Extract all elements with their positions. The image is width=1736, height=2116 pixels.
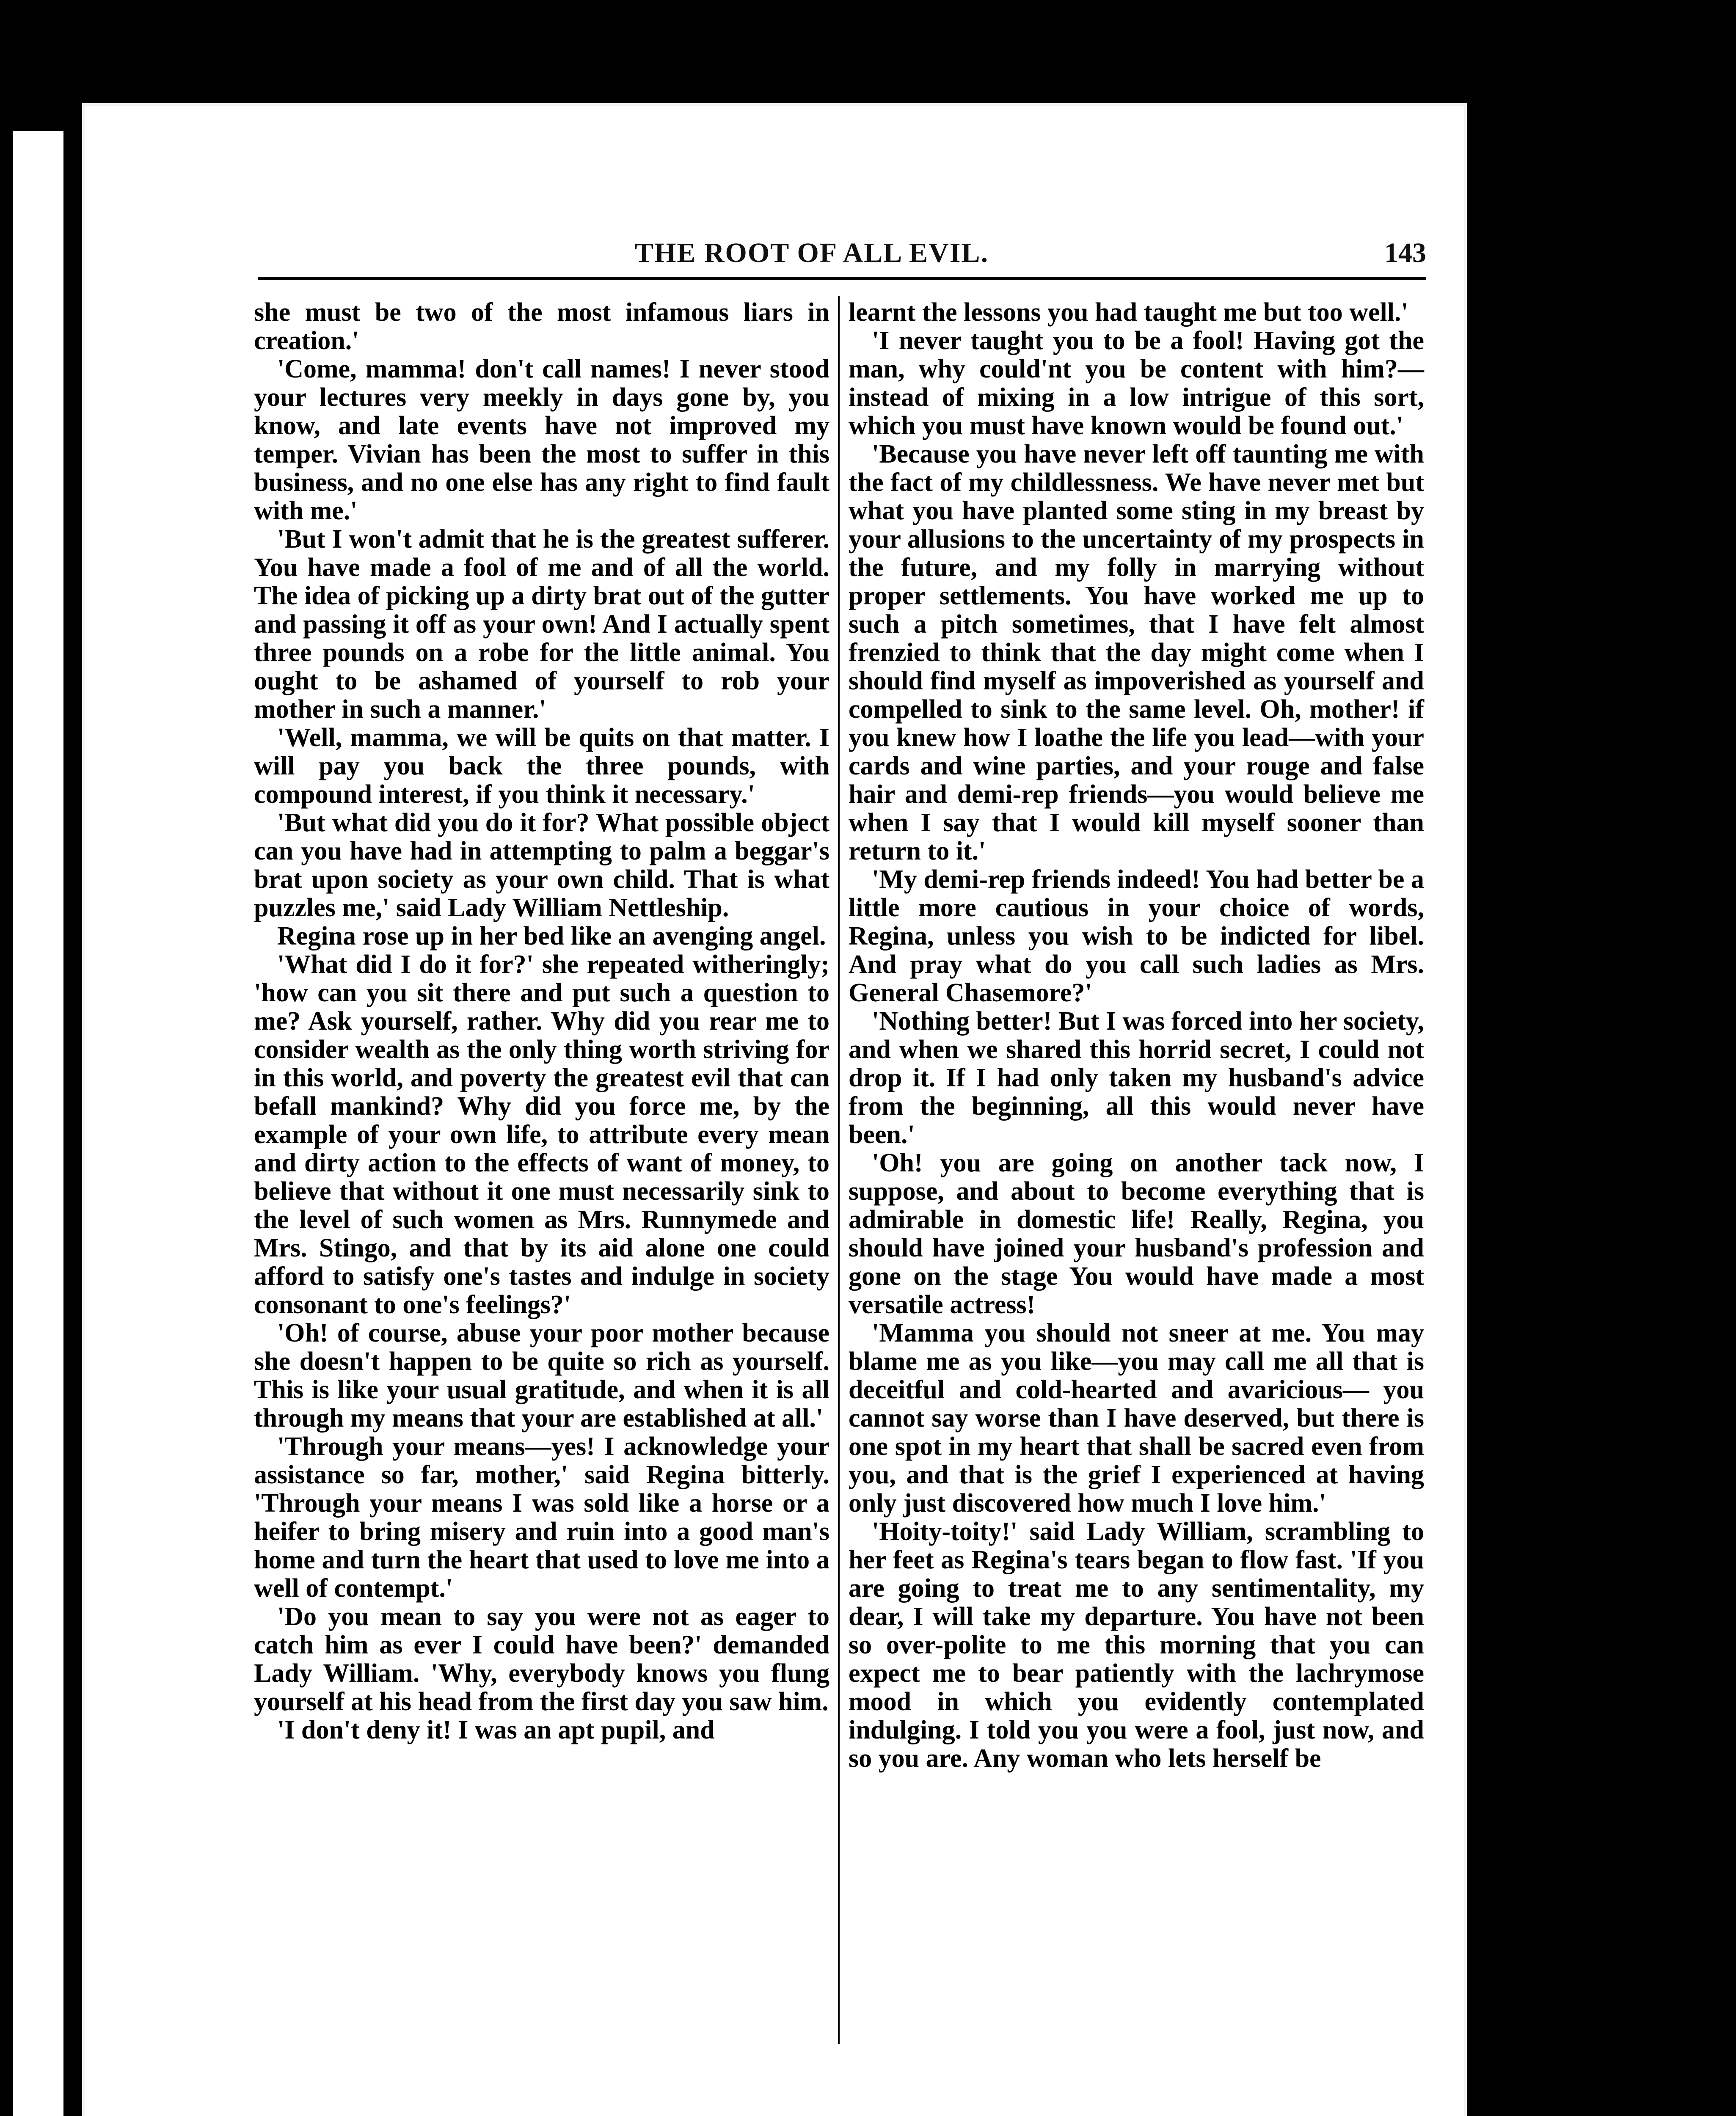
paragraph: 'Do you mean to say you were not as eager to catch him as ever I could have been?' demanded Lady William. 'Why, everybody knows you flung yourself at his head from the first day you saw him. (254, 1602, 829, 1716)
page-number: 143 (1384, 237, 1426, 268)
paragraph: learnt the lessons you had taught me but too well.' (849, 298, 1408, 327)
left-column (254, 298, 829, 1744)
paragraph: 'My demi-rep friends indeed! You had better be a little more cautious in your choice of words, Regina, unless you wish to be indicted for libel. And pray what do you call such ladies as Mrs. General Chasemore?' (849, 865, 1424, 1007)
paragraph: 'Hoity-toity!' said Lady William, scrambling to her feet as Regina's tears began to flow fast. 'If you are going to treat me to any sentimentality, my dear, I will take my departure. You have not been so over-polite to me this morning that you can expect me to bear patiently with the lachrymose mood in which you evidently contemplated indulging. I told you you were a fool, just now, and so you are. Any woman who lets herself be (849, 1517, 1424, 1773)
paragraph: 'Come, mamma! don't call names! I never stood your lectures very meekly in days gone by, you know, and late events have not improved my temper. Vivian has been the most to suffer in this business, and no one else has any right to find fault with me.' (254, 355, 829, 525)
right-column (849, 298, 1424, 1773)
paragraph: 'What did I do it for?' she repeated witheringly; 'how can you sit there and put such a question to me? Ask yourself, rather. Why did you rear me to consider wealth as the only thing worth striving for in this world, and poverty the greatest evil that can befall mankind? Why did you force me, by the example of your own life, to attribute every mean and dirty action to the effects of want of money, to believe that without it one must necessarily sink to the level of such women as Mrs. Runnymede and Mrs. Stingo, and that by its aid alone one could afford to satisfy one's tastes and indulge in society consonant to one's feelings?' (254, 950, 829, 1319)
paragraph: 'But I won't admit that he is the greatest sufferer. You have made a fool of me and of all the world. The idea of picking up a dirty brat out of the gutter and passing it off as your own! And I actually spent three pounds on a robe for the little animal. You ought to be ashamed of yourself to rob your mother in such a manner.' (254, 525, 829, 724)
running-title: THE ROOT OF ALL EVIL. (635, 237, 989, 268)
paragraph: 'Oh! you are going on another tack now, I suppose, and about to become everything that is admirable in domestic life! Really, Regina, you should have joined your husband's profession and gone on the stage You would have made a most versatile actress! (849, 1149, 1424, 1319)
column-divider (838, 296, 840, 2044)
paragraph: she must be two of the most infamous liars in creation.' (254, 298, 829, 355)
paragraph: 'Through your means—yes! I acknowledge your assistance so far, mother,' said Regina bitterly. 'Through your means I was sold like a horse or a heifer to bring misery and ruin into a good man's home and turn the heart that used to love me into a well of contempt.' (254, 1432, 829, 1603)
page-header (169, 237, 1439, 288)
paragraph: Regina rose up in her bed like an avenging angel. (277, 922, 826, 951)
paragraph: 'I don't deny it! I was an apt pupil, and (277, 1716, 715, 1744)
header-rule (258, 277, 1426, 280)
paragraph: 'But what did you do it for? What possible object can you have had in attempting to palm a beggar's brat upon society as your own child. That is what puzzles me,' said Lady William Nettleship. (254, 808, 829, 922)
binding-edge (13, 131, 63, 2116)
paragraph: 'I never taught you to be a fool! Having got the man, why could'nt you be content with him?—instead of mixing in a low intrigue of this sort, which you must have known would be found out.' (849, 326, 1424, 440)
paragraph: 'Mamma you should not sneer at me. You may blame me as you like—you may call me all that is deceitful and cold-hearted and avaricious— you cannot say worse than I have deserved, but there is one spot in my heart that shall be sacred even from you, and that is the grief I experienced at having only just discovered how much I love him.' (849, 1319, 1424, 1518)
paragraph: 'Well, mamma, we will be quits on that matter. I will pay you back the three pounds, with compound interest, if you think it necessary.' (254, 723, 829, 809)
paragraph: 'Because you have never left off taunting me with the fact of my childlessness. We have never met but what you have planted some sting in my breast by your allusions to the uncertainty of my prospects in the future, and my folly in marrying without proper settlements. You have worked me up to such a pitch sometimes, that I have felt almost frenzied to think that the day might come when I should find myself as impoverished as yourself and compelled to sink to the same level. Oh, mother! if you knew how I loathe the life you lead—with your cards and wine parties, and your rouge and false hair and demi-rep friends—you would believe me when I say that I would kill myself sooner than return to it.' (849, 440, 1424, 865)
paragraph: 'Nothing better! But I was forced into her society, and when we shared this horrid secret, I could not drop it. If I had only taken my husband's advice from the beginning, all this would never have been.' (849, 1007, 1424, 1149)
paragraph: 'Oh! of course, abuse your poor mother because she doesn't happen to be quite so rich as yourself. This is like your usual gratitude, and when it is all through my means that your are established at all.' (254, 1319, 829, 1433)
